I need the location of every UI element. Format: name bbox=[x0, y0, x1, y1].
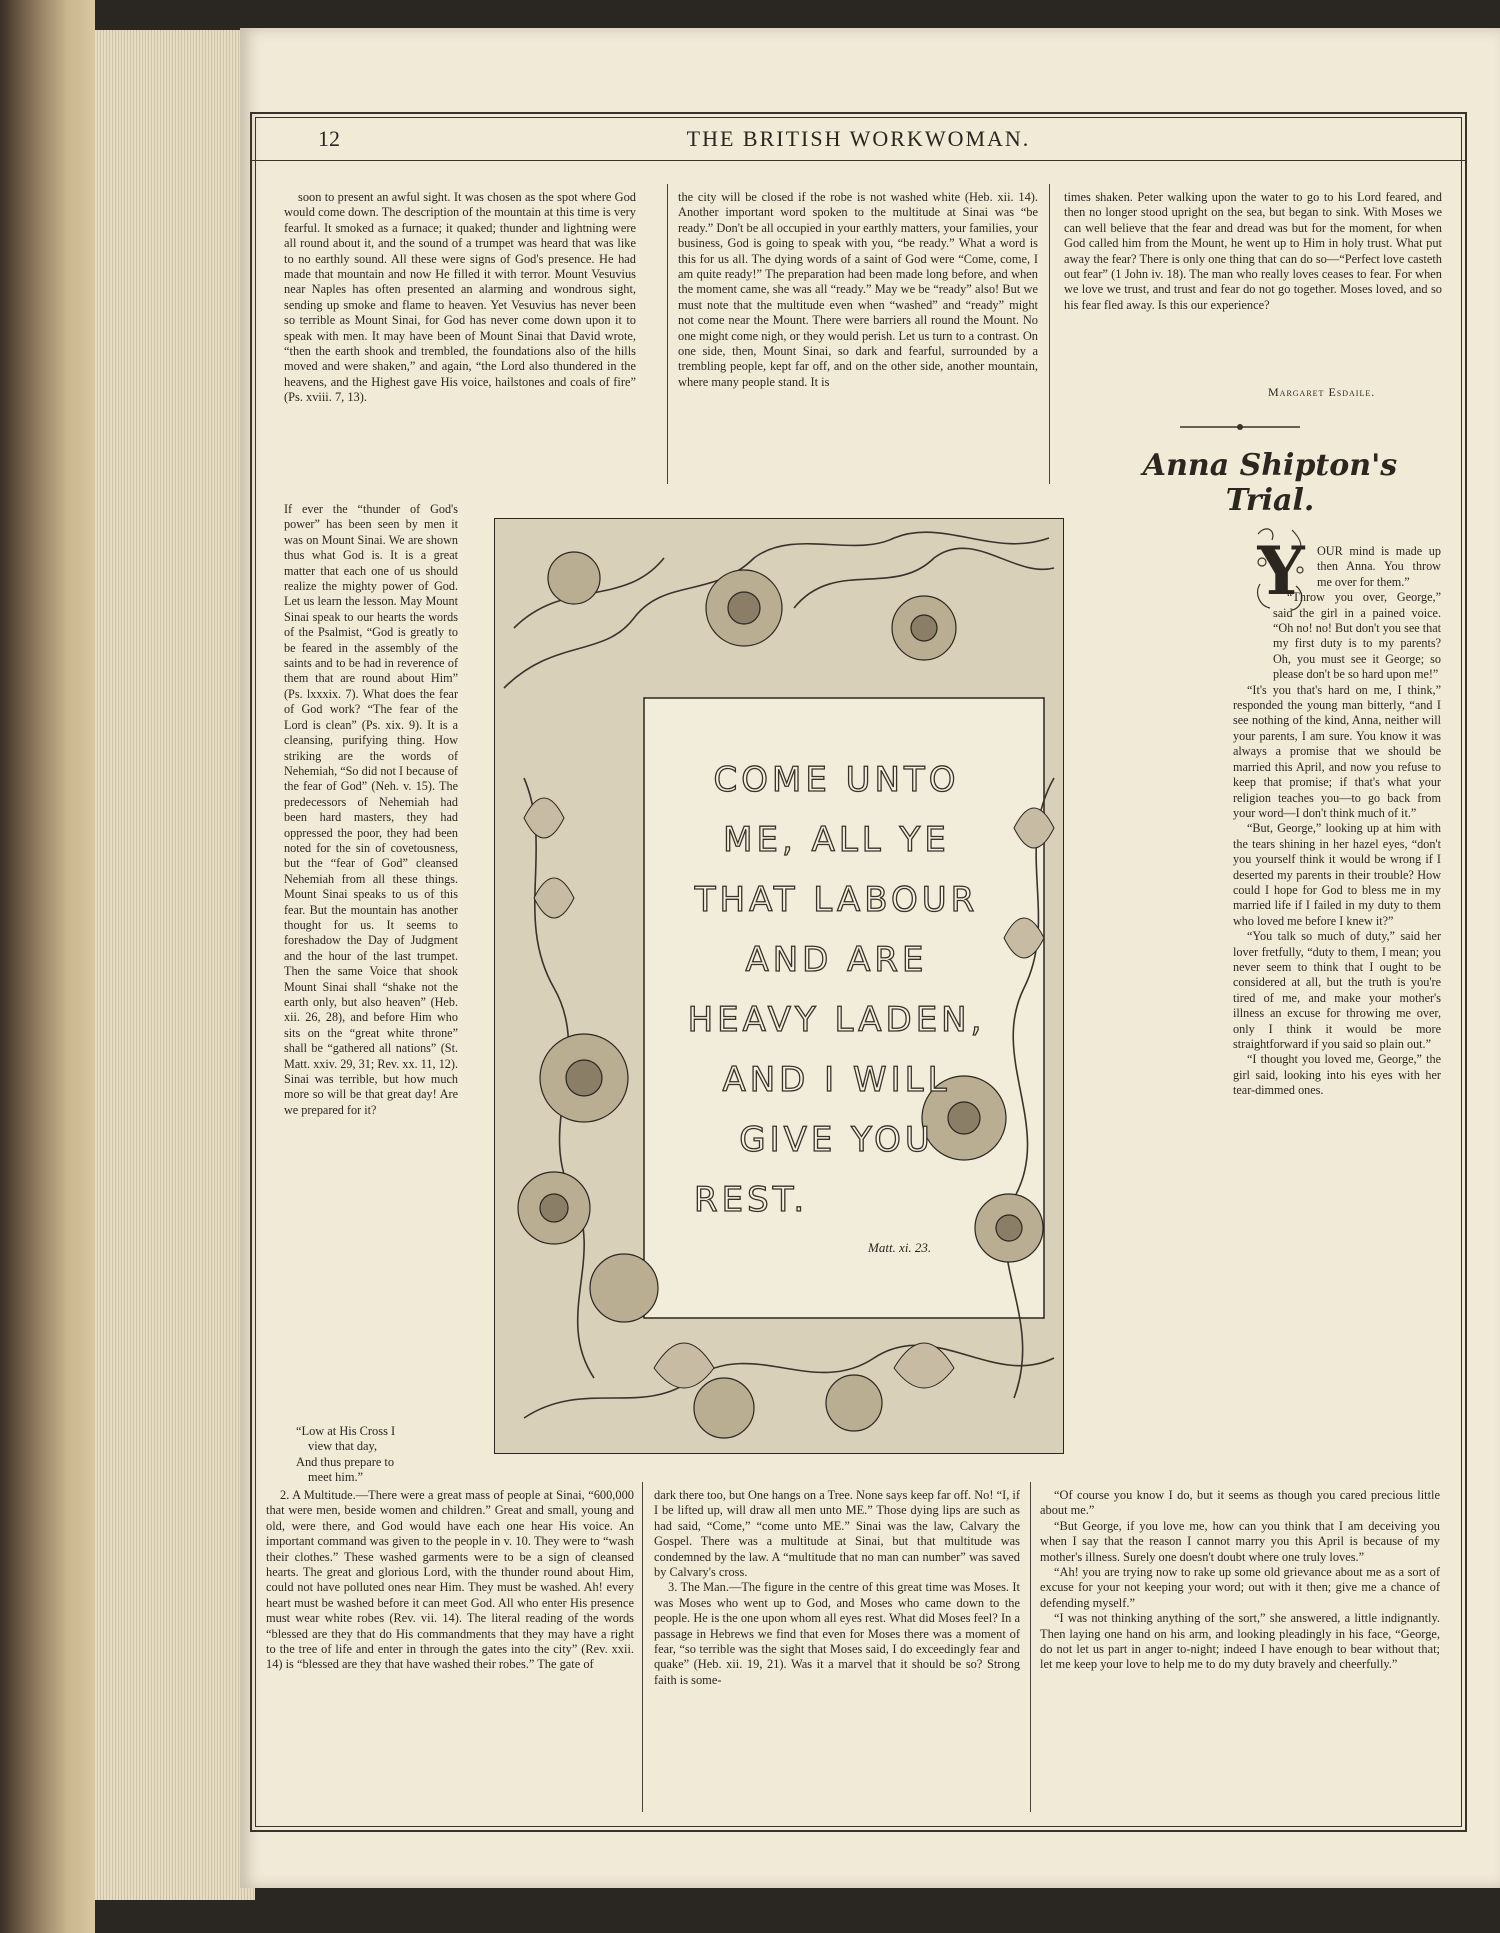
ornament-divider bbox=[1180, 422, 1300, 432]
poem-line: meet him.” bbox=[308, 1470, 364, 1485]
column-2-top bbox=[678, 190, 1038, 390]
column-1-narrow bbox=[284, 502, 458, 1118]
book-spine bbox=[0, 0, 95, 1933]
paragraph: “But, George,” looking up at him with the tears shining in her hazel eyes, “don't you yourself think it would be wrong if I deserted my parents in their trouble? How could I hope for God to bless me in my married life if I failed in my duty to them who loved me before I knew it?” bbox=[1233, 821, 1441, 928]
motto-line: HEAVY LADEN, bbox=[687, 1000, 986, 1040]
column-3-bottom bbox=[1040, 1488, 1440, 1673]
motto-line: THAT LABOUR bbox=[694, 880, 979, 920]
column-rule bbox=[1030, 1482, 1031, 1812]
running-header bbox=[252, 114, 1465, 161]
poem-line: “Low at His Cross I bbox=[296, 1424, 396, 1438]
poem-line: And thus prepare to bbox=[296, 1454, 395, 1469]
paragraph: “Of course you know I do, but it seems as though you cared precious little about me.” bbox=[1040, 1488, 1440, 1518]
paragraph: dark there too, but One hangs on a Tree. None says keep far off. No! “I, if I be lifted up, will draw all men unto ME.” Those dying lips are such as had said, “Come,” “come unto ME.” Sinai was the law, Calvary the Gospel. There was a multitude at Sinai, but that multitude was condemned by the law. A “multitude that no man can number” was saved by Calvary's cross. bbox=[654, 1488, 1020, 1580]
page-number: 12 bbox=[318, 126, 340, 151]
dropcap-letter: Y bbox=[1257, 532, 1305, 610]
poem-line: view that day, bbox=[308, 1439, 378, 1454]
column-rule bbox=[1049, 184, 1050, 484]
paragraph: the city will be closed if the robe is not washed white (Heb. xii. 14). Another important word spoken to the multitude at Sinai was “be ready.” Don't be all occupied in your earthly matters, your families, your business, God is going to speak with you, “be ready.” What a word is this for us all. The dying words of a saint of God were “Come, come, I am quite ready!” The preparation had been made long before, and when the moment came, she was all “ready.” May we be “ready” also! But we must note that the multitude even when “washed” and “ready” might not come near the Mount. There were barriers all round the Mount. No one might come nigh, or they would perish. Let us turn to a contrast. On one side, then, Mount Sinai, so dark and fearful, surrounded by a trembling people, kept far off, and on the other side, another mountain, where many people stand. It is bbox=[678, 190, 1038, 389]
motto-line: GIVE YOU bbox=[739, 1120, 934, 1160]
paragraph: OUR mind is made up then Anna. You throw me over for them.” bbox=[1317, 544, 1441, 589]
paragraph: soon to present an awful sight. It was chosen as the spot where God would come down. The description of the mountain at this time is very fearful. It smoked as a furnace; it quaked; thunder and lightning were all round about it, and the sound of a trumpet was heard that was like to no earthly sound. All these were signs of God's presence. He had made that mountain and now He filled it with terror. Mount Vesuvius near Naples has often presented an alarming and wondrous sight, sending up smoke and flame to heaven. Yet Vesuvius has never been so terrible as Mount Sinai, for God has never come down upon it to speak with men. It may have been of Mount Sinai that David wrote, “then the earth shook and trembled, the foundations also of the hills moved and were shaken,” and again, “the Lord also thundered in the heavens, and the Highest gave His voice, hailstones and coals of fire” (Ps. xviii. 7, 13). bbox=[284, 190, 636, 405]
motto-line: AND I WILL bbox=[722, 1060, 951, 1100]
column-rule bbox=[667, 184, 668, 484]
paragraph: 3. The Man.—The figure in the centre of this great time was Moses. It was Moses who went up to God, and Moses who came down to the people. He is the one upon whom all eyes rest. What did Moses feel? In a passage in Hebrews we find that even for Moses there was a moment of fear, “so terrible was the sight that Moses said, I do exceedingly fear and quake” (Heb. xii. 19, 21). Was it a marvel that it should be so? Strong faith is some- bbox=[654, 1580, 1020, 1687]
author-signature: Margaret Esdaile. bbox=[1268, 385, 1376, 399]
column-rule bbox=[642, 1482, 643, 1812]
motto-line: REST. bbox=[694, 1180, 809, 1220]
paragraph: “Ah! you are trying now to rake up some old grievance about me as a sort of excuse for your not keeping your word; out with it then; give me a chance of defending myself.” bbox=[1040, 1565, 1440, 1610]
paragraph: 2. A Multitude.—There were a great mass of people at Sinai, “600,000 that were men, beside women and children.” Great and small, young and old, were there, and God would have each one hear His voice. An important command was given to the people in v. 10. They were to “wash their clothes.” These washed garments were to be a sign of cleansed hearts. The great and glorious Lord, with the thunder round about Him, could not have polluted ones near Him. They must be washed. Ah! every heart must be washed before it can meet God. All who enter His presence must wear white robes (Rev. vii. 14). The literal reading of the words “blessed are they that do His commandments that they may have a right to the tree of life and enter in through the gates into the city” (Rev. xxii. 14) is “blessed are they that have washed their robes.” The gate of bbox=[266, 1488, 634, 1672]
paragraph: “Throw you over, George,” said the girl in a pained voice. “Oh no! no! But don't you see that my first duty is to my parents? Oh, you must see it George; so please don't be so hard upon me!” bbox=[1273, 590, 1441, 682]
poem bbox=[284, 1424, 395, 1486]
column-3-narrow bbox=[1233, 544, 1441, 1099]
scripture-reference: Matt. xi. 23. bbox=[868, 1240, 932, 1255]
paragraph: times shaken. Peter walking upon the water to go to his Lord feared, and then no longer stood upright on the sea, but began to sink. With Moses we can well believe that the fear and dread was but for the moment, for when God called him from the Mount, he went up to Him in holy trust. What put away the fear? There is only one thing that can do so—“Perfect love casteth out fear” (1 John iv. 18). The man who really loves ceases to fear. For when we love we trust, and trust and fear do not go together. Moses loved, and so his fear fled away. Is this our experience? bbox=[1064, 190, 1442, 312]
page-edges bbox=[95, 30, 255, 1900]
motto-line: AND ARE bbox=[745, 940, 928, 980]
story-title: Anna Shipton's Trial. bbox=[1142, 448, 1398, 518]
motto-line: ME, ALL YE bbox=[723, 820, 950, 860]
paragraph: “It's you that's hard on me, I think,” responded the young man bitterly, “and I see nothing of the kind, Anna, neither will your parents, I am sure. You know it was always a promise that we should be married this April, and now you refuse to keep that promise; if that's what your religion teaches you—to go back from your word—I don't think much of it.” bbox=[1233, 682, 1441, 820]
column-1-bottom bbox=[266, 1488, 634, 1673]
column-1-top bbox=[284, 190, 636, 406]
paragraph: “You talk so much of duty,” said her lover fretfully, “duty to them, I mean; you never seem to think that I ought to be considered at all, but the truth is you're tired of me, and make your mother's illness an excuse for throwing me over, only I think it would be more straightforward if you said so plain out.” bbox=[1233, 929, 1441, 1051]
paragraph: “I was not thinking anything of the sort,” she answered, a little indignantly. Then laying one hand on his arm, and looking pleadingly in his face, “George, do not let us part in anger to-night; indeed I have enough to bear without that; let me keep your love to help me to do my duty bravely and cheerfully.” bbox=[1040, 1611, 1440, 1672]
page-title: THE BRITISH WORKWOMAN. bbox=[686, 126, 1031, 151]
paragraph: “I thought you loved me, George,” the girl said, looking into his eyes with her tear-dimmed ones. bbox=[1233, 1052, 1441, 1098]
scripture-motto bbox=[654, 750, 1019, 1230]
paragraph: If ever the “thunder of God's power” has been seen by men it was on Mount Sinai. We are shown thus what God is. It is a great matter that each one of us should realize the mighty power of God. Let us learn the lesson. May Mount Sinai speak to our hearts the words of the Psalmist, “God is greatly to be feared in the assembly of the saints and to be had in reverence of them that are round about Him” (Ps. lxxxix. 7). What does the fear of God work? “The fear of the Lord is clean” (Ps. xix. 9). It is a cleansing, purifying thing. How striking are the words of Nehemiah, “So did not I because of the fear of God” (Neh. v. 15). The predecessors of Nehemiah had been hard masters, they had oppressed the poor, they had been noted for the sin of covetousness, but the “fear of God” cleansed Nehemiah from all these things. Mount Sinai speaks to us of this fear. But the mountain has another thought for us. It seems to foreshadow the Day of Judgment and the hour of the last trumpet. Then the same Voice that shook Mount Sinai shall “shake not the earth only, but also heaven” (Heb. xii. 26, 28), and before Him who sits on the “great white throne” shall be “gathered all nations” (St. Matt. xxiv. 29, 31; Rev. xx. 11, 12). Sinai was terrible, but how much more so will be that great day! Are we prepared for it? bbox=[284, 502, 458, 1117]
column-2-bottom bbox=[654, 1488, 1020, 1688]
paragraph: “But George, if you love me, how can you think that I am deceiving you when I say that the reason I cannot marry you this April is because of my mother's illness. Surely one doesn't doubt where one truly loves.” bbox=[1040, 1518, 1440, 1564]
column-3-top bbox=[1064, 190, 1442, 313]
motto-line: COME UNTO bbox=[713, 760, 960, 800]
